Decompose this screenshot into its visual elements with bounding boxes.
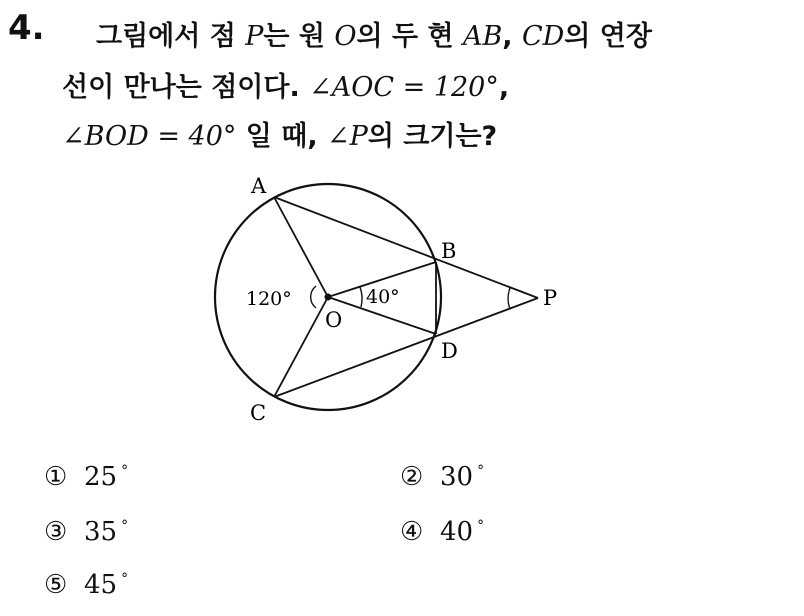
question-number: 4. xyxy=(8,8,45,48)
line-cp xyxy=(274,298,538,397)
choice-3[interactable]: ③ 35 ° xyxy=(44,517,129,547)
line-ap xyxy=(274,197,538,298)
segment-oa xyxy=(274,197,328,297)
circle-geometry-figure xyxy=(200,168,580,428)
angle-mark-bod xyxy=(360,287,362,307)
center-point-o xyxy=(325,294,332,301)
point-label-c: C xyxy=(250,401,267,425)
angle-mark-p xyxy=(508,288,510,309)
choice-5[interactable]: ⑤ 45 ° xyxy=(44,570,129,600)
point-label-o: O xyxy=(325,308,343,332)
point-label-b: B xyxy=(441,239,457,263)
angle-label-bod: 40° xyxy=(366,286,400,308)
choice-1[interactable]: ① 25 ° xyxy=(44,462,129,492)
point-label-p: P xyxy=(543,286,558,310)
question-text-line-2: 선이 만나는 점이다. ∠AOC = 120°, xyxy=(62,72,510,103)
choice-2[interactable]: ② 30 ° xyxy=(400,462,485,492)
point-label-d: D xyxy=(441,339,458,363)
point-label-a: A xyxy=(251,174,267,198)
question-text-line-3: ∠BOD = 40° 일 때, ∠P의 크기는? xyxy=(62,121,498,152)
choice-4[interactable]: ④ 40 ° xyxy=(400,517,485,547)
question-text-line-1: 그림에서 점 P는 원 O의 두 현 AB, CD의 연장 xyxy=(96,21,652,52)
angle-label-aoc: 120° xyxy=(246,288,292,310)
angle-mark-aoc xyxy=(311,286,316,308)
segment-oc xyxy=(274,297,328,397)
